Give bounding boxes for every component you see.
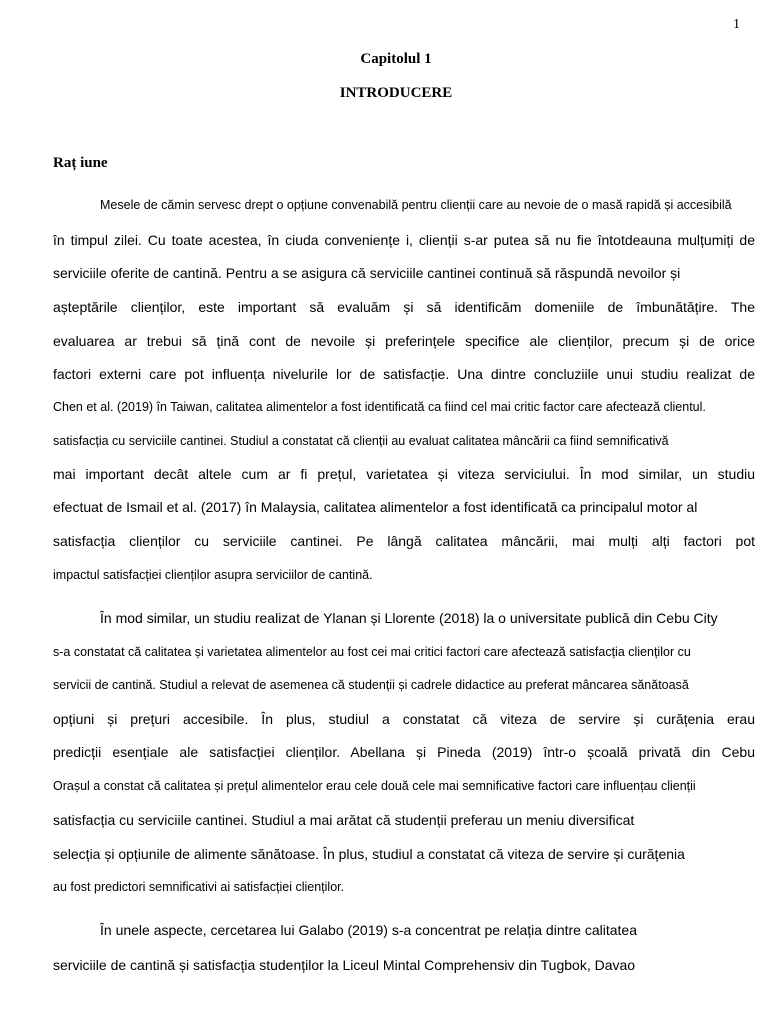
paragraph-line: serviciile oferite de cantină. Pentru a se asigura că serviciile cantinei continuă să răspundă nevoilor și <box>53 265 681 281</box>
paragraph-line: predicții esențiale ale satisfacției clienților. Abellana și Pineda (2019) într-o școală privată din Cebu <box>53 744 755 760</box>
paragraph-line: evaluarea ar trebui să țină cont de nevoile și preferințele specifice ale clienților, precum și de orice <box>53 333 755 349</box>
paragraph-line: așteptările clienților, este important să evaluăm și să identificăm domeniile de îmbunătățire. The <box>53 299 755 315</box>
paragraph-line: selecția și opțiunile de alimente sănătoase. În plus, studiul a constatat că viteza de servire și curățenia <box>53 846 685 862</box>
paragraph-line: satisfacția cu serviciile cantinei. Studiul a mai arătat că studenții preferau un meniu diversificat <box>53 812 635 828</box>
paragraph-line: În mod similar, un studiu realizat de Ylanan și Llorente (2018) la o universitate publică din Cebu City <box>100 610 718 626</box>
paragraph-line: serviciile de cantină și satisfacția studenților la Liceul Mintal Comprehensiv din Tugbok, Davao <box>53 957 636 973</box>
section-heading: Raț iune <box>53 155 108 171</box>
paragraph-line: Chen et al. (2019) în Taiwan, calitatea alimentelor a fost identificată ca fiind cel mai critic factor care afectează clientul. <box>53 400 706 414</box>
paragraph-line: satisfacția clienților cu serviciile cantinei. Pe lângă calitatea mâncării, mai mulți alți factori pot <box>53 533 755 549</box>
paragraph-line: factori externi care pot influența nivelurile lor de satisfacție. Una dintre concluziile unui studiu realizat de <box>53 366 755 382</box>
paragraph-line: în timpul zilei. Cu toate acestea, în ciuda conveniențe i, clienții s-ar putea să nu fie întotdeauna mulțumiți de <box>53 232 755 248</box>
chapter-title: INTRODUCERE <box>339 85 453 101</box>
chapter-label: Capitolul 1 <box>360 51 432 67</box>
paragraph-line: efectuat de Ismail et al. (2017) în Malaysia, calitatea alimentelor a fost identificată ca principalul motor al <box>53 499 698 515</box>
paragraph-line: au fost predictori semnificativi ai satisfacției clienților. <box>53 880 345 894</box>
paragraph-line: mai important decât altele cum ar fi prețul, varietatea și viteza serviciului. În mod similar, un studiu <box>53 466 755 482</box>
paragraph-line: opțiuni și prețuri accesibile. În plus, studiul a constatat că viteza de servire și curățenia erau <box>53 711 755 727</box>
paragraph-line: În unele aspecte, cercetarea lui Galabo (2019) s-a concentrat pe relația dintre calitatea <box>100 922 637 938</box>
paragraph-line: satisfacția cu serviciile cantinei. Studiul a constatat că clienții au evaluat calitatea mâncării ca fiind semnificativă <box>53 434 669 448</box>
page-number: 1 <box>733 17 740 32</box>
paragraph-line: Orașul a constat că calitatea și prețul alimentelor erau cele două cele mai semnificative factori care influențau clienții <box>53 779 696 793</box>
paragraph-line: impactul satisfacției clienților asupra serviciilor de cantină. <box>53 568 373 582</box>
paragraph-line: s-a constatat că calitatea și varietatea alimentelor au fost cei mai critici factori care afectează satisfacția clienților cu <box>53 645 691 659</box>
paragraph-line: servicii de cantină. Studiul a relevat de asemenea că studenții și cadrele didactice au preferat mâncarea sănătoasă <box>53 678 689 692</box>
paragraph-line: Mesele de cămin servesc drept o opțiune convenabilă pentru clienții care au nevoie de o masă rapidă și accesibilă <box>100 198 732 212</box>
